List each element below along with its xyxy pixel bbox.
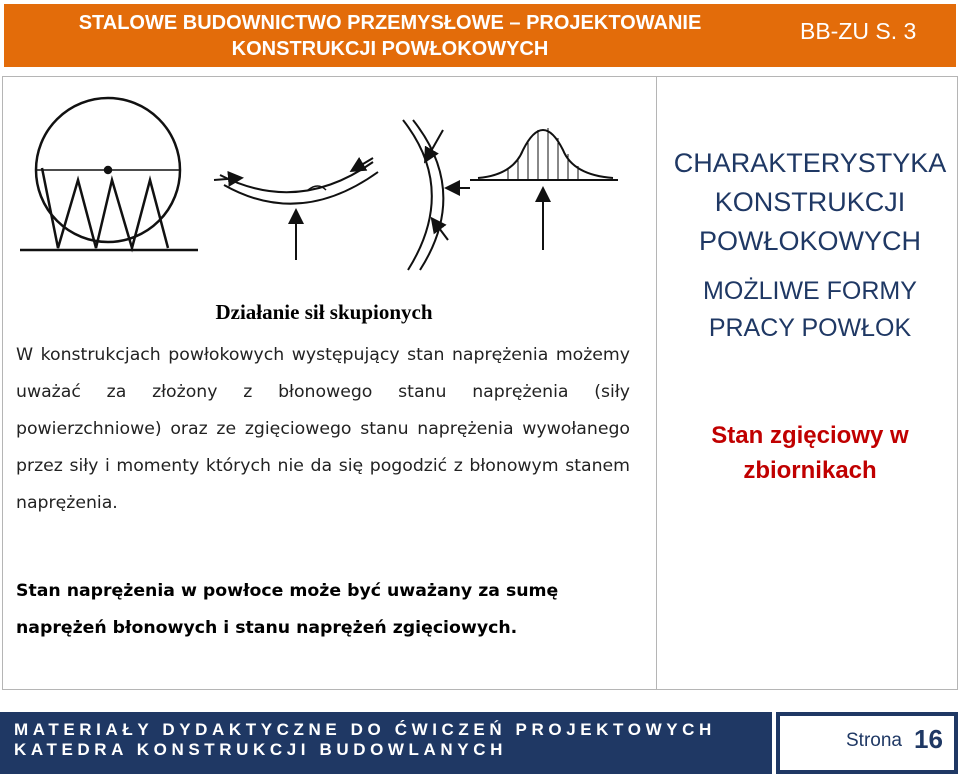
sidebar-highlight: Stan zgięciowy w zbiornikach [711, 422, 909, 484]
shell-bending-sketch [8, 80, 620, 280]
footer-line1: MATERIAŁY DYDAKTYCZNE DO ĆWICZEŃ PROJEKTOWYCH [14, 720, 716, 739]
curved-shell-figure-2 [403, 120, 470, 270]
course-code: BB-ZU S. 3 [800, 18, 917, 44]
summary-paragraph: Stan naprężenia w powłoce może być uważany za sumę naprężeń błonowych i stanu naprężeń zgięciowych. [16, 581, 559, 638]
course-title-line2: KONSTRUKCJI POWŁOKOWYCH [231, 38, 549, 60]
curved-shell-figure-1 [214, 158, 378, 260]
page-number: 16 [914, 724, 943, 754]
body-paragraph: W konstrukcjach powłokowych występujący stan naprężenia możemy uważać za złożony z błonowego stanu naprężenia (siły powierzchniowe) oraz ze zgięciowego stanu naprężenia wywołanego przez siły i momenty których nie da się pogodzić z błonowym stanem naprężenia. [16, 345, 630, 513]
course-title-line1: STALOWE BUDOWNICTWO PRZEMYSŁOWE – PROJEKTOWANIE [78, 12, 702, 34]
section-heading: Działanie sił skupionych [215, 300, 433, 324]
column-divider [656, 76, 657, 690]
page-number-box [776, 712, 958, 774]
tank-on-supports-figure [20, 98, 198, 250]
stress-distribution-figure [470, 128, 618, 250]
slide-header [0, 0, 960, 72]
footer-banner [0, 712, 772, 774]
course-title-banner [4, 4, 776, 67]
sidebar-subtitle: MOŻLIWE FORMY PRACY POWŁOK [703, 277, 917, 342]
course-code-banner [776, 4, 956, 67]
footer-line2: KATEDRA KONSTRUKCJI BUDOWLANYCH [14, 740, 507, 759]
page-number-panel [780, 716, 954, 770]
sidebar-title: CHARAKTERYSTYKA KONSTRUKCJI POWŁOKOWYCH [673, 148, 947, 256]
page-label: Strona [846, 730, 902, 751]
